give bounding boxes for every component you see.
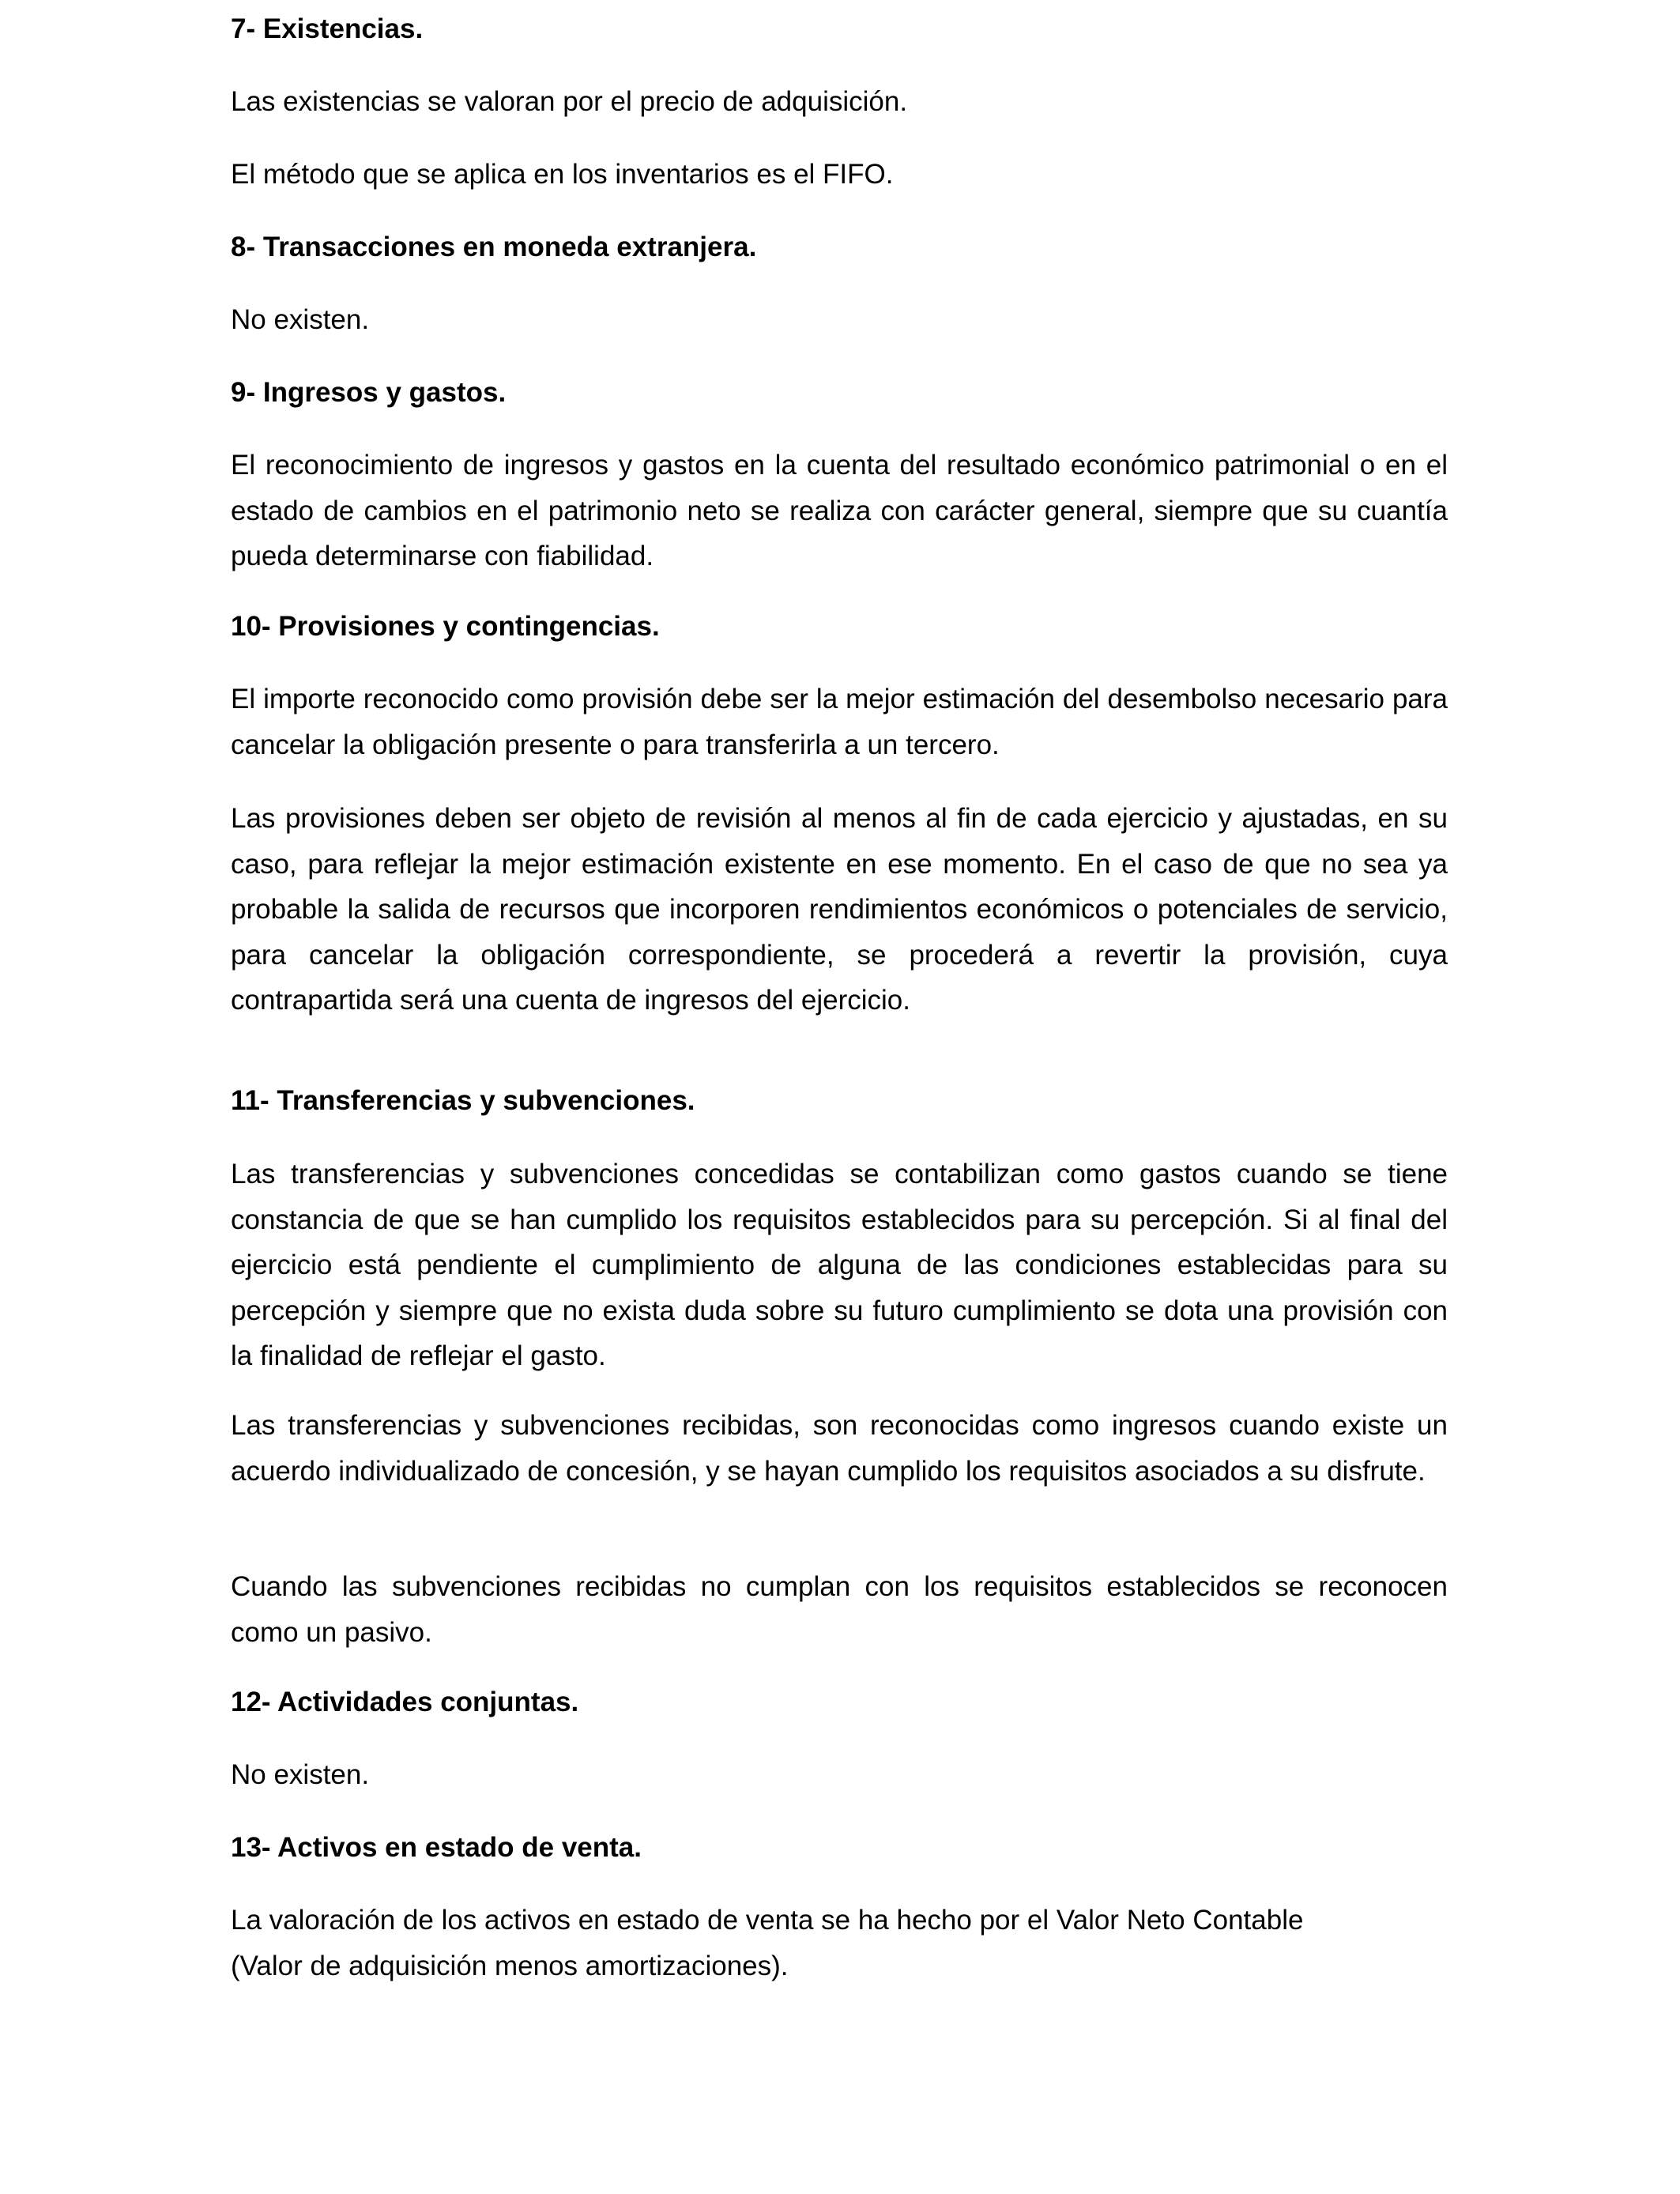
section-7-heading: 7- Existencias. (231, 13, 424, 44)
section-13-heading: 13- Activos en estado de venta. (231, 1832, 642, 1863)
section-10-paragraph-1: El importe reconocido como provisión debe ser la mejor estimación del desembolso necesario para cancelar la obligación presente o para transferirla a un tercero. (231, 684, 1448, 760)
section-7-paragraph-1: Las existencias se valoran por el precio de adquisición. (231, 86, 908, 117)
section-8-heading: 8- Transacciones en moneda extranjera. (231, 232, 757, 262)
section-13-line-2: (Valor de adquisición menos amortizaciones). (231, 1950, 789, 1981)
section-13-paragraph-1 (231, 1898, 1448, 1989)
section-11-paragraph-1: Las transferencias y subvenciones concedidas se contabilizan como gastos cuando se tiene constancia de que se han cumplido los requisitos establecidos para su percepción. Si al final del ejercicio está pendiente el cumplimiento de alguna de las condiciones establecidas para su percepción y siempre que no exista duda sobre su futuro cumplimiento se dota una provisión con la finalidad de reflejar el gasto. (231, 1159, 1448, 1371)
section-12-heading: 12- Actividades conjuntas. (231, 1687, 579, 1717)
section-12-paragraph-1: No existen. (231, 1759, 370, 1790)
section-10-heading: 10- Provisiones y contingencias. (231, 611, 660, 642)
section-11-heading: 11- Transferencias y subvenciones. (231, 1085, 695, 1116)
section-10-paragraph-2: Las provisiones deben ser objeto de revisión al menos al fin de cada ejercicio y ajustadas, en su caso, para reflejar la mejor estimación existente en ese momento. En el caso de que no sea ya probable la salida de recursos que incorporen rendimientos económicos o potenciales de servicio, para cancelar la obligación correspondiente, se procederá a revertir la provisión, cuya contrapartida será una cuenta de ingresos del ejercicio. (231, 803, 1448, 1016)
section-11-paragraph-3: Cuando las subvenciones recibidas no cumplan con los requisitos establecidos se reconocen como un pasivo. (231, 1571, 1448, 1648)
section-9-heading: 9- Ingresos y gastos. (231, 377, 507, 408)
section-8-paragraph-1: No existen. (231, 304, 370, 335)
section-7-paragraph-2: El método que se aplica en los inventarios es el FIFO. (231, 159, 894, 190)
section-11-paragraph-2: Las transferencias y subvenciones recibidas, son reconocidas como ingresos cuando existe un acuerdo individualizado de concesión, y se hayan cumplido los requisitos asociados a su disfrute. (231, 1410, 1448, 1487)
section-13-line-1: La valoración de los activos en estado de venta se ha hecho por el Valor Neto Contable (231, 1905, 1304, 1936)
section-9-paragraph-1: El reconocimiento de ingresos y gastos en la cuenta del resultado económico patrimonial o en el estado de cambios en el patrimonio neto se realiza con carácter general, siempre que su cuantía pueda determinarse con fiabilidad. (231, 450, 1448, 571)
